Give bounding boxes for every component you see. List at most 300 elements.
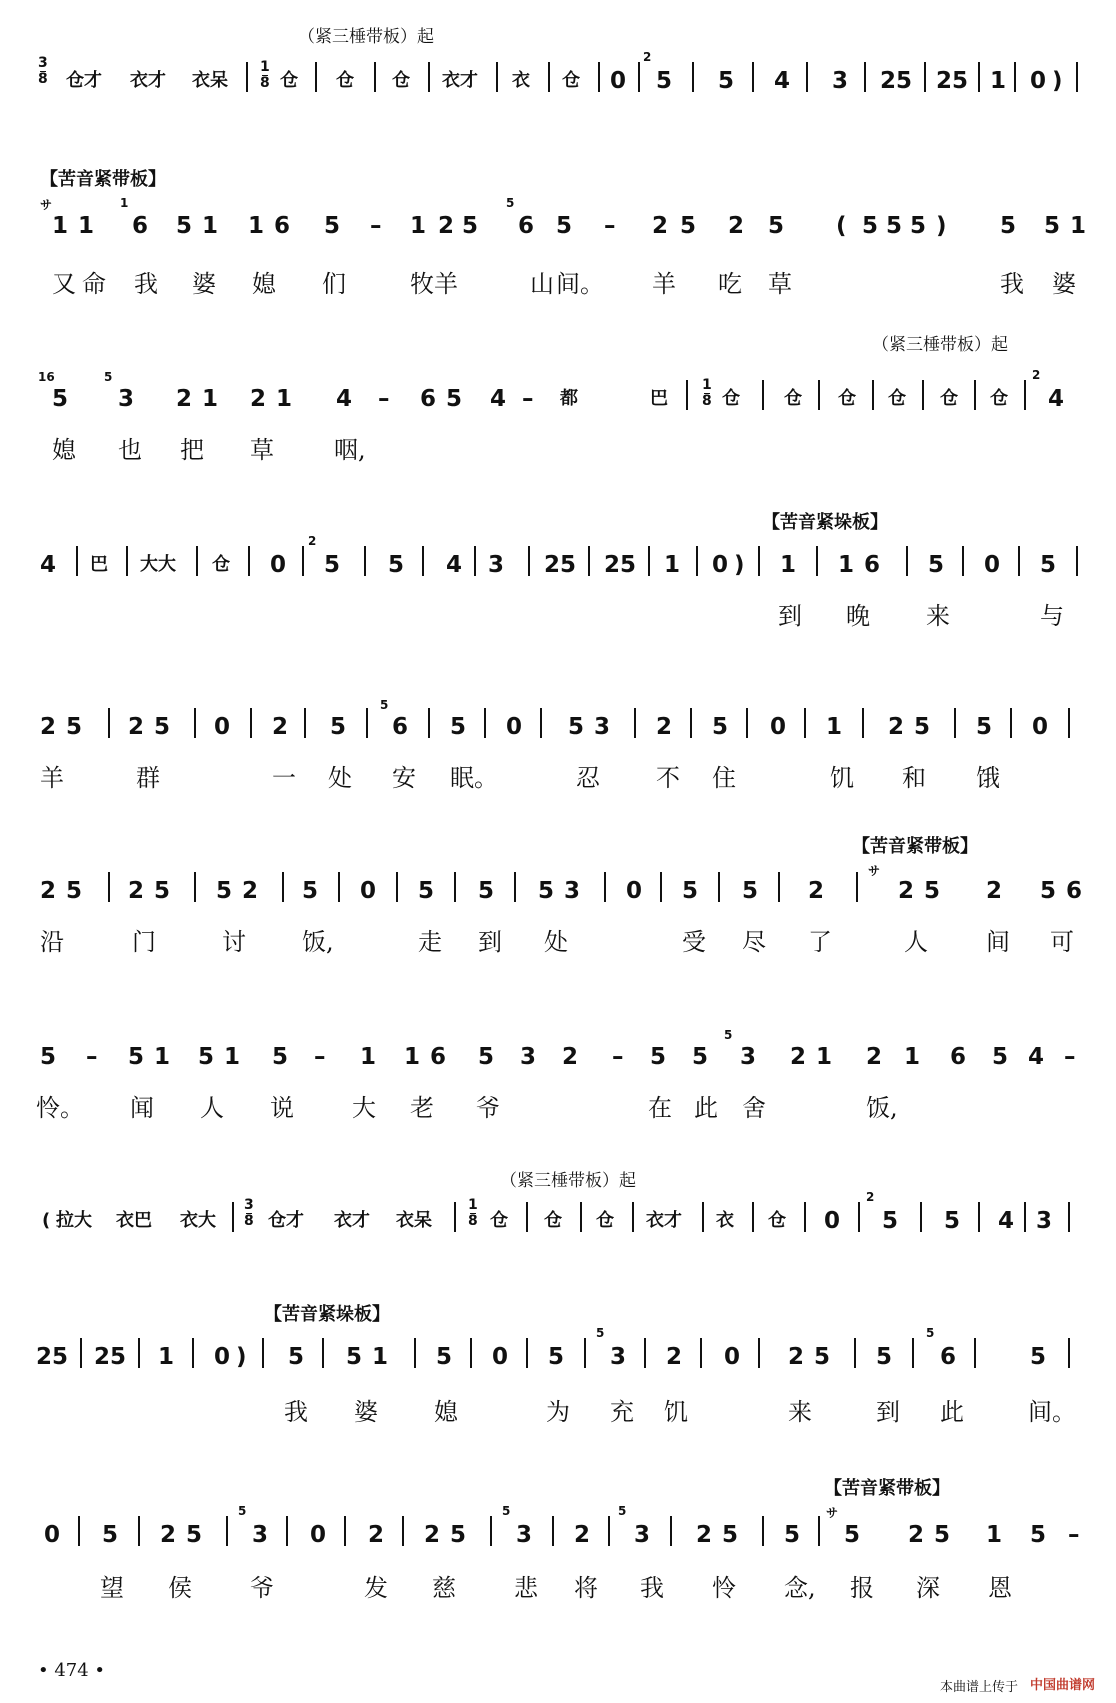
note: – [378, 386, 390, 412]
barline [758, 546, 760, 576]
lyric: 忍 [576, 764, 600, 792]
barline [974, 380, 976, 410]
perc-note: 仓才 [268, 1210, 304, 1231]
note: 25 [880, 68, 913, 94]
lyric: 间。 [556, 270, 604, 298]
note: 1 [838, 552, 855, 578]
barline [816, 546, 818, 576]
note: 5 [844, 1522, 861, 1548]
note: 3 [520, 1044, 537, 1070]
lyric: 念, [784, 1574, 816, 1602]
barline [194, 708, 196, 738]
note: 5 [324, 552, 341, 578]
lyric: 饭, [302, 928, 334, 956]
note: 1 [360, 1044, 377, 1070]
note: 5 [882, 1208, 899, 1234]
note: 2 [368, 1522, 385, 1548]
perc-note: 仓 [940, 388, 958, 409]
barline [818, 380, 820, 410]
note: 5 [656, 68, 673, 94]
note: 5 [742, 878, 759, 904]
note: 0 [360, 878, 377, 904]
lyric: 晚 [846, 602, 870, 630]
note: 1 [1070, 213, 1087, 239]
note: 0 [712, 552, 729, 578]
note: 5 [1030, 1344, 1047, 1370]
note: 3 [564, 878, 581, 904]
note: 1 [52, 213, 69, 239]
barline [644, 1338, 646, 1368]
note: 5 [944, 1208, 961, 1234]
lyric: 媳 [434, 1398, 458, 1426]
note: 5 [478, 1044, 495, 1070]
note: 0 [626, 878, 643, 904]
note: 2 [656, 714, 673, 740]
barline [854, 1338, 856, 1368]
free-meter-sign: サ [868, 864, 881, 878]
note: 6 [940, 1344, 957, 1370]
barline [548, 62, 550, 92]
lyric: 人 [200, 1094, 224, 1122]
perc-note: 衣才 [646, 1210, 682, 1231]
barline [490, 1516, 492, 1546]
note: 3 [610, 1344, 627, 1370]
lyric: 羊 [40, 764, 64, 792]
note: 2 [808, 878, 825, 904]
barline [474, 546, 476, 576]
lyric: 处 [328, 764, 352, 792]
note: 5 [302, 878, 319, 904]
note: 3 [516, 1522, 533, 1548]
perc-note: ( [42, 1210, 51, 1231]
note: 0 [984, 552, 1001, 578]
barline [552, 1516, 554, 1546]
lyric: 悲 [514, 1574, 538, 1602]
lyric: 此 [694, 1094, 718, 1122]
lyric: 大 [352, 1094, 376, 1122]
lyric: 饿 [976, 764, 1000, 792]
note: 0 [610, 68, 627, 94]
note: 2 [242, 878, 259, 904]
lyric: 在 [648, 1094, 672, 1122]
note: 2 [696, 1522, 713, 1548]
note: 5 [346, 1344, 363, 1370]
note: 5 [450, 714, 467, 740]
note: 2 [40, 878, 57, 904]
barline [322, 1338, 324, 1368]
lyric: 尽 [742, 928, 766, 956]
barline [246, 62, 248, 92]
note: 6 [950, 1044, 967, 1070]
note: – [522, 386, 534, 412]
barline [752, 62, 754, 92]
lyric: 婆 [354, 1398, 378, 1426]
lyric: 门 [132, 928, 156, 956]
barline [778, 872, 780, 902]
barline [526, 1202, 528, 1232]
note: 5 [680, 213, 697, 239]
lyric: 将 [574, 1574, 598, 1602]
perc-note: 仓 [280, 70, 298, 91]
note: 5 [568, 714, 585, 740]
note: 4 [40, 552, 57, 578]
note: 5 [198, 1044, 215, 1070]
note: 2 [666, 1344, 683, 1370]
grace-note: 5 [724, 1028, 733, 1042]
perc-note: 仓 [562, 70, 580, 91]
note: 4 [774, 68, 791, 94]
note: 25 [36, 1344, 69, 1370]
lyric: 群 [136, 764, 160, 792]
note: 2 [40, 714, 57, 740]
grace-note: 5 [618, 1504, 627, 1518]
barline [396, 872, 398, 902]
note: 4 [446, 552, 463, 578]
lyric: 老 [410, 1094, 434, 1122]
note: 5 [910, 213, 927, 239]
note: 5 [538, 878, 555, 904]
lyric: 我 [640, 1574, 664, 1602]
barline [402, 1516, 404, 1546]
note: 2 [438, 213, 455, 239]
barline [746, 708, 748, 738]
note: 2 [986, 878, 1003, 904]
note: 5 [176, 213, 193, 239]
lyric: 慈 [432, 1574, 456, 1602]
note: 5 [52, 386, 69, 412]
note: 5 [388, 552, 405, 578]
note: 1 [276, 386, 293, 412]
perc-note: 仓 [838, 388, 856, 409]
lyric: 住 [712, 764, 736, 792]
lyric: 闻 [130, 1094, 154, 1122]
perc-note: 仓 [722, 388, 740, 409]
note: 4 [1048, 386, 1065, 412]
note: 0 [44, 1522, 61, 1548]
barline [1014, 62, 1016, 92]
barline [526, 1338, 528, 1368]
perc-note: 仓 [990, 388, 1008, 409]
barline [262, 1338, 264, 1368]
barline [454, 872, 456, 902]
barline [924, 62, 926, 92]
note: 0 [1032, 714, 1049, 740]
note: 5 [1044, 213, 1061, 239]
barline [366, 708, 368, 738]
perc-note: 巴 [90, 554, 108, 575]
note: 1 [224, 1044, 241, 1070]
grace-note: 5 [596, 1326, 605, 1340]
barline [428, 708, 430, 738]
perc-note: 仓 [392, 70, 410, 91]
perc-note: 都 [560, 388, 578, 409]
barline [248, 546, 250, 576]
note: 5 [40, 1044, 57, 1070]
barline [1024, 380, 1026, 410]
note: 6 [420, 386, 437, 412]
perc-note: 仓才 [66, 70, 102, 91]
paren: ) [236, 1344, 247, 1370]
note: 3 [594, 714, 611, 740]
lyric: 媳 [252, 270, 276, 298]
lyric: 我 [1000, 270, 1024, 298]
paren: ) [936, 213, 947, 239]
barline [718, 872, 720, 902]
note: 5 [66, 714, 83, 740]
lyric: 眠。 [450, 764, 498, 792]
note: 1 [816, 1044, 833, 1070]
note: 5 [814, 1344, 831, 1370]
note: 0 [214, 714, 231, 740]
note: 5 [418, 878, 435, 904]
lyric: 恩 [988, 1574, 1012, 1602]
barline [192, 1338, 194, 1368]
barline [315, 62, 317, 92]
note: 2 [728, 213, 745, 239]
paren: ( [836, 213, 847, 239]
lyric: 深 [916, 1574, 940, 1602]
note: 2 [562, 1044, 579, 1070]
note: 3 [488, 552, 505, 578]
note: 5 [1030, 1522, 1047, 1548]
barline [78, 1516, 80, 1546]
note: 6 [430, 1044, 447, 1070]
note: 5 [784, 1522, 801, 1548]
note: 5 [712, 714, 729, 740]
barline [588, 546, 590, 576]
barline [414, 1338, 416, 1368]
note: 5 [102, 1522, 119, 1548]
barline [302, 546, 304, 576]
page-number: • 474 • [38, 1660, 106, 1681]
perc-note: 仓 [212, 554, 230, 575]
note: 4 [490, 386, 507, 412]
lyric: 一 [272, 764, 296, 792]
barline [598, 62, 600, 92]
note: 2 [788, 1344, 805, 1370]
note: 5 [992, 1044, 1009, 1070]
perc-note: 衣大 [180, 1210, 216, 1231]
grace-note: 5 [506, 196, 515, 210]
barline [690, 708, 692, 738]
barline [196, 546, 198, 576]
note: 2 [128, 878, 145, 904]
note: 6 [864, 552, 881, 578]
note: 2 [128, 714, 145, 740]
note: 5 [450, 1522, 467, 1548]
barline [912, 1338, 914, 1368]
barline [762, 1516, 764, 1546]
barline [344, 1516, 346, 1546]
barline [696, 546, 698, 576]
note: 5 [1000, 213, 1017, 239]
section-label: （紧三棰带板）起 [872, 335, 1008, 355]
note: 2 [272, 714, 289, 740]
lyric: 充 [610, 1398, 634, 1426]
barline [374, 62, 376, 92]
barline [1068, 1202, 1070, 1232]
note: 1 [826, 714, 843, 740]
note: – [1064, 1044, 1076, 1070]
note: 5 [446, 386, 463, 412]
barline [686, 380, 688, 410]
note: 2 [160, 1522, 177, 1548]
grace-note: 2 [308, 534, 317, 548]
perc-note: 仓 [768, 1210, 786, 1231]
perc-note: 衣 [716, 1210, 734, 1231]
paren: ) [734, 552, 745, 578]
lyric: 来 [788, 1398, 812, 1426]
note: 1 [158, 1344, 175, 1370]
barline [604, 872, 606, 902]
note: 1 [780, 552, 797, 578]
barline [80, 1338, 82, 1368]
barline [762, 380, 764, 410]
perc-note: 衣才 [130, 70, 166, 91]
perc-note: 巴 [650, 388, 668, 409]
lyric: 可 [1050, 928, 1074, 956]
grace-note: 5 [926, 1326, 935, 1340]
barline [108, 708, 110, 738]
note: 1 [154, 1044, 171, 1070]
barline [282, 872, 284, 902]
perc-note: 大大 [140, 554, 176, 575]
lyric: 爷 [476, 1094, 500, 1122]
note: 2 [866, 1044, 883, 1070]
lyric: 为 [546, 1398, 570, 1426]
note: 5 [682, 878, 699, 904]
barline [700, 1338, 702, 1368]
section-label: 【苦音紧带板】 [40, 169, 166, 190]
lyric: 人 [904, 928, 928, 956]
barline [906, 546, 908, 576]
lyric: 舍 [742, 1094, 766, 1122]
note: 3 [832, 68, 849, 94]
barline [138, 1338, 140, 1368]
barline [1018, 546, 1020, 576]
note: 5 [330, 714, 347, 740]
section-label: 【苦音紧垛板】 [264, 1304, 390, 1325]
section-label: （紧三棰带板）起 [298, 27, 434, 47]
note: 2 [652, 213, 669, 239]
note: 5 [288, 1344, 305, 1370]
note: 5 [650, 1044, 667, 1070]
lyric: 草 [768, 270, 792, 298]
barline [608, 1516, 610, 1546]
perc-note: 衣呆 [192, 70, 228, 91]
note: 5 [436, 1344, 453, 1370]
note: 2 [250, 386, 267, 412]
lyric: 牧羊 [410, 270, 458, 298]
note: 0 [506, 714, 523, 740]
note: 0 [770, 714, 787, 740]
lyric: 们 [322, 270, 346, 298]
free-meter-sign: サ [826, 1506, 839, 1520]
lyric: 发 [364, 1574, 388, 1602]
barline [1024, 1202, 1026, 1232]
barline [428, 62, 430, 92]
note: 5 [1040, 552, 1057, 578]
note: 2 [908, 1522, 925, 1548]
barline [580, 1202, 582, 1232]
barline [1076, 546, 1078, 576]
barline [758, 1338, 760, 1368]
time-signature: 3 8 [244, 1197, 254, 1230]
site-logo: 中国曲谱网 [1030, 1678, 1096, 1693]
note: 3 [1036, 1208, 1053, 1234]
barline [528, 546, 530, 576]
section-label: （紧三棰带板）起 [500, 1171, 636, 1191]
note: 5 [768, 213, 785, 239]
grace-note: 5 [502, 1504, 511, 1518]
note: – [314, 1044, 326, 1070]
lyric: 此 [940, 1398, 964, 1426]
barline [1068, 1338, 1070, 1368]
barline [862, 708, 864, 738]
note: 3 [634, 1522, 651, 1548]
time-signature: 1 8 [468, 1197, 478, 1230]
grace-note: 2 [1032, 368, 1041, 382]
lyric: 报 [850, 1574, 874, 1602]
barline [954, 708, 956, 738]
note: 5 [924, 878, 941, 904]
lyric: 怜 [712, 1574, 736, 1602]
grace-note: 5 [238, 1504, 247, 1518]
note: 25 [604, 552, 637, 578]
note: 5 [478, 878, 495, 904]
note: 6 [274, 213, 291, 239]
note: 1 [664, 552, 681, 578]
note: 0 [824, 1208, 841, 1234]
grace-note: 16 [38, 370, 55, 384]
note: 1 [78, 213, 95, 239]
barline [540, 708, 542, 738]
note: 5 [548, 1344, 565, 1370]
lyric: 讨 [222, 928, 246, 956]
time-signature: 1 8 [260, 59, 270, 92]
lyric: 与 [1040, 602, 1064, 630]
note: 6 [392, 714, 409, 740]
note: 5 [692, 1044, 709, 1070]
lyric: 婆 [1052, 270, 1076, 298]
note: 4 [1028, 1044, 1045, 1070]
lyric: 处 [544, 928, 568, 956]
barline [194, 872, 196, 902]
perc-note: 衣 [512, 70, 530, 91]
lyric: 说 [270, 1094, 294, 1122]
barline [872, 380, 874, 410]
barline [806, 62, 808, 92]
note: 1 [990, 68, 1007, 94]
note: 2 [790, 1044, 807, 1070]
note: – [86, 1044, 98, 1070]
barline [804, 1202, 806, 1232]
barline [962, 546, 964, 576]
barline [864, 62, 866, 92]
note: 2 [574, 1522, 591, 1548]
lyric: 怜。 [36, 1094, 84, 1122]
note: 5 [862, 213, 879, 239]
note: 5 [154, 714, 171, 740]
lyric: 到 [876, 1398, 900, 1426]
time-signature: 3 8 [38, 55, 48, 88]
note: 5 [462, 213, 479, 239]
barline [304, 708, 306, 738]
barline [1068, 708, 1070, 738]
barline [858, 1202, 860, 1232]
note: 0 [214, 1344, 231, 1370]
lyric: 间。 [1028, 1398, 1076, 1426]
